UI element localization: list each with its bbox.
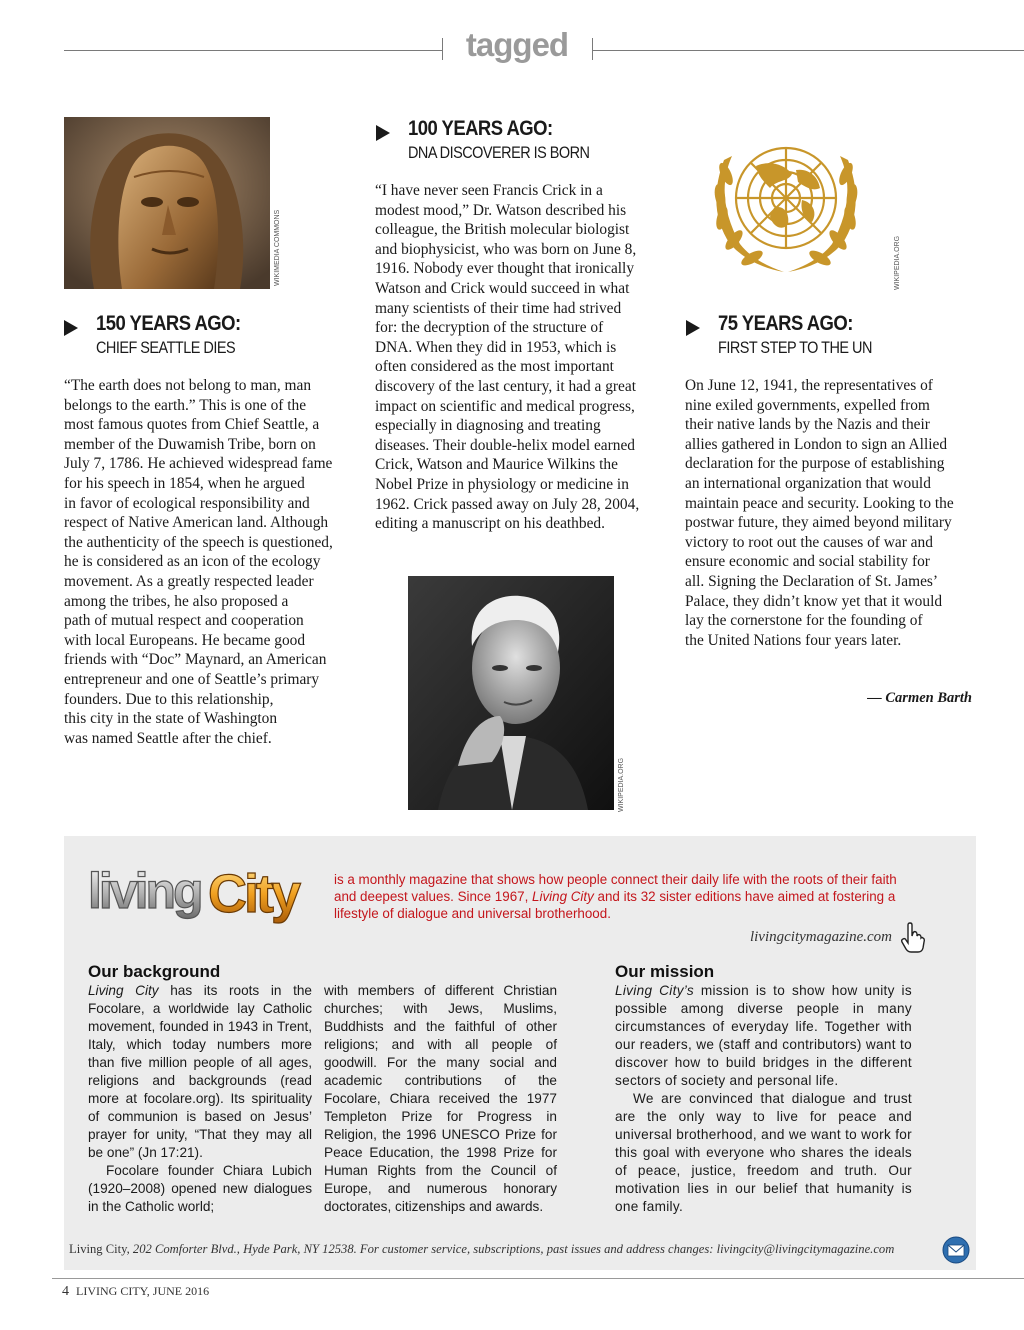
tagline-text: is a monthly magazine that shows how people connect their daily life with the roots of their faith and deepest values. Since 1967, [334,872,897,904]
living-city-infobox [64,836,976,1270]
body-line: ensure economic and social stability for [685,553,930,571]
arrow-icon [376,125,390,141]
body-line: 1916. Nobody ever thought that ironically [375,260,635,278]
body-line: all. Signing the Declaration of St. James’ [685,572,939,590]
body-line: editing a manuscript on his deathbed. [375,515,605,533]
background-paragraph [88,982,312,1162]
article-title: 150 YEARS AGO: [96,312,241,335]
body-line: the United Nations four years later. [685,631,902,649]
magazine-tagline [334,871,914,922]
article-subtitle: DNA DISCOVERER IS BORN [408,143,590,162]
body-line: July 7, 1786. He achieved widespread fame [64,455,333,473]
email-icon[interactable] [942,1236,970,1269]
background-column-2 [324,982,557,1216]
body-line: most famous quotes from Chief Seattle, a [64,416,320,434]
body-line: was named Seattle after the chief. [64,729,272,747]
magazine-name: Living City’s [615,983,694,998]
section-title: tagged [465,26,569,63]
arrow-icon [686,320,700,336]
website-link[interactable]: livingcitymagazine.com [749,929,892,945]
tagline-text: and its 32 sister editions have aimed at fostering a lifestyle of dialogue and universal brotherhood. [334,889,896,921]
photo-credit-crick: WIKIPEDIA.ORG [618,757,625,812]
magazine-name: Living City [88,983,159,998]
body-line: their native lands by the Nazis and their [685,416,930,434]
body-line: allies gathered in London to sign an Allied [685,435,948,453]
paragraph-text: mission is to show how unity is possible among diverse people in many circumstances of everyday life. Together with our readers, we (staff and contributors) want to discover how to build bridges in the different sectors of society and personal life. [615,983,912,1088]
header-tick-right [592,38,593,60]
body-line: 1962. Crick passed away on July 28, 2004, [375,495,640,513]
body-line: discovery of the last century, it had a great [375,377,636,395]
body-line: among the tribes, he also proposed a [64,592,289,610]
body-line: for: the decryption of the structure of [375,319,604,337]
body-line: nine exiled governments, expelled from [685,396,930,414]
body-line: belongs to the earth.” This is one of the [64,396,307,414]
body-line: with local Europeans. He became good [64,631,306,649]
svg-text:living: living [88,863,201,919]
body-line: Nobel Prize in physiology or medicine in [375,475,629,493]
background-heading: Our background [88,962,221,981]
living-city-logo [86,856,326,934]
body-line: colleague, the British molecular biologist [375,221,630,239]
body-line: friends with “Doc” Maynard, an American [64,651,327,669]
body-line: respect of Native American land. Although [64,514,329,532]
body-line: entrepreneur and one of Seattle’s primary [64,670,320,688]
body-line: “I have never seen Francis Crick in a [375,182,603,199]
body-line: maintain peace and security. Looking to the [685,494,954,512]
page-number: 4 [62,1284,69,1299]
body-line: lay the cornerstone for the founding of [685,612,923,630]
pointing-hand-icon [900,922,926,959]
body-line: member of the Duwamish Tribe, born on [64,435,316,453]
background-paragraph: Focolare founder Chiara Lubich (1920–2008) opened new dialogues in the Catholic world; [88,1163,312,1214]
body-line: many scientists of their time had strived [375,299,622,317]
header-tick-left [442,38,443,60]
article-subtitle: FIRST STEP TO THE UN [718,338,872,357]
mission-paragraph: We are convinced that dialogue and trust are the only way to live for peace and universal brotherhood, and we want to work for this goal with everyone who shares the ideals of peace, justice, freedom and truth. Our motivation lies in our belief that humanity is one family. [615,1091,912,1214]
body-line: this city in the state of Washington [64,710,278,728]
article-title: 75 YEARS AGO: [718,312,853,335]
body-line: path of mutual respect and cooperation [64,612,304,630]
author-signature: — Carmen Barth [867,690,972,706]
arrow-icon [64,320,78,336]
body-line: in favor of ecological responsibility and [64,494,310,512]
body-line: movement. As a greatly respected leader [64,572,314,590]
body-line: Crick, Watson and Maurice Wilkins the [375,456,618,474]
paragraph-text: has its roots in the Focolare, a worldwide lay Catholic movement, founded in 1943 in Trent, Italy, which today numbers more than five million people of all ages, religions and backgrounds (read more at focolare.org). Its spirituality of communion is based on Jesus’ prayer for unity, “That they may all be one” (Jn 17:21). [88,983,312,1160]
article-body-seattle [64,376,333,748]
body-line: often considered as the most important [375,358,614,376]
publication-date: LIVING CITY, JUNE 2016 [76,1284,210,1298]
body-line: “The earth does not belong to man, man [64,377,312,394]
address-name: Living City, [69,1242,133,1256]
body-line: On June 12, 1941, the representatives of [685,377,933,394]
address-details: 202 Comforter Blvd., Hyde Park, NY 12538. For customer service, subscriptions, past issues and address changes: livingcity@livingcitymagazine.com [132,1242,895,1256]
body-line: impact on scientific and medical progress, [375,397,635,415]
background-column-1 [88,982,312,1216]
body-line: victory to root out the causes of war and [685,533,933,551]
photo-credit-seattle: WIKIMEDIA COMMONS [274,209,281,286]
mission-paragraph [615,982,912,1090]
body-line: modest mood,” Dr. Watson described his [375,201,627,219]
body-line: postwar future, they aimed beyond military [685,514,952,532]
body-line: Palace, they didn’t know yet that it would [685,592,943,610]
mission-heading: Our mission [615,962,715,981]
tagline-magazine-name: Living City [532,889,594,904]
francis-crick-photo [408,576,614,810]
un-emblem-image [684,116,888,290]
chief-seattle-photo [64,117,270,289]
article-body-un [685,376,954,650]
body-line: especially in diagnosing and treating [375,417,601,435]
body-line: founders. Due to this relationship, [64,690,274,708]
svg-text:City: City [208,864,299,924]
contact-address [69,1242,894,1257]
body-line: and biophysicist, who was born on June 8, [375,240,637,258]
header-rule-right [592,50,1024,51]
mission-column [615,982,912,1216]
page-folio [62,1284,209,1300]
body-line: Watson and Crick would succeed in what [375,279,630,297]
body-line: an international organization that would [685,474,931,492]
article-title: 100 YEARS AGO: [408,117,553,140]
body-line: he is considered as an icon of the ecology [64,553,321,571]
article-subtitle: CHIEF SEATTLE DIES [96,338,236,357]
article-body-crick [375,181,639,534]
body-line: for his speech in 1854, when he argued [64,474,305,492]
photo-credit-un: WIKIPEDIA.ORG [894,235,901,290]
header-rule-left [64,50,442,51]
footer-rule [52,1278,1024,1279]
body-line: DNA. When they did in 1953, which is [375,338,617,356]
body-line: declaration for the purpose of establishing [685,455,945,473]
body-line: the authenticity of the speech is questioned, [64,533,333,551]
body-line: diseases. Their double-helix model earned [375,436,635,454]
background-paragraph: with members of different Christian churches; with Jews, Muslims, Buddhists and the faithful of other religions; and with all people of goodwill. For the many social and academic contributions of the Focolare, Chiara received the 1977 Templeton Prize for Progress in Religion, the 1996 UNESCO Prize for Peace Education, the 1998 Prize for Human Rights from the Council of Europe, and numerous honorary doctorates, citizenships and awards. [324,983,557,1214]
